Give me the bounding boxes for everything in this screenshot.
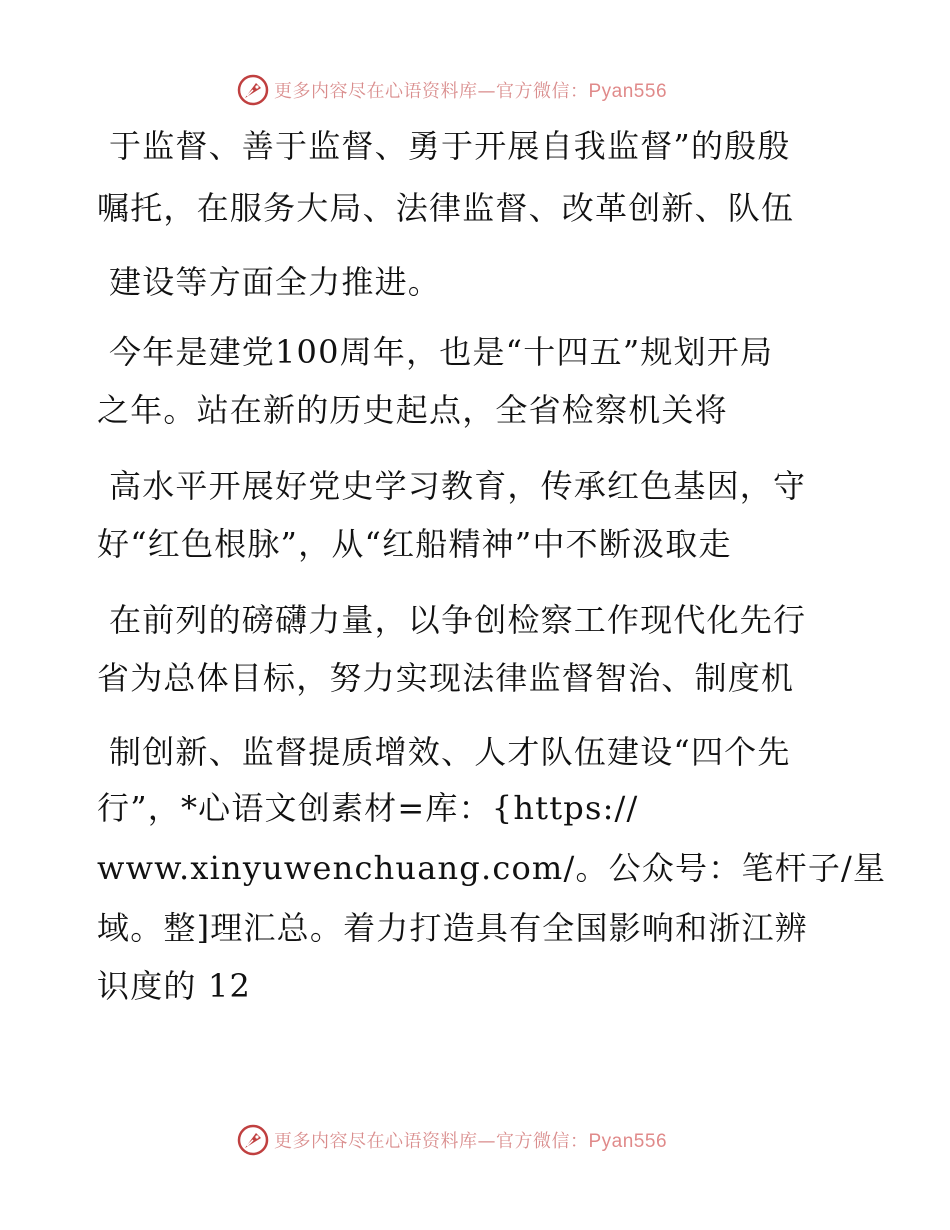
- pen-nib-logo-icon: [236, 1123, 270, 1157]
- footer-watermark: [236, 1122, 667, 1158]
- text-line: 之年。站在新的历史起点，全省检察机关将: [97, 391, 728, 429]
- text-line: 域。整]理汇总。着力打造具有全国影响和浙江辨: [97, 909, 808, 947]
- watermark-label: 更多内容尽在心语资料库—官方微信：: [274, 1131, 589, 1152]
- watermark-wechat-id: Pyan556: [588, 81, 668, 102]
- text-line: 今年是建党100周年，也是“十四五”规划开局: [109, 333, 774, 371]
- text-line: 好“红色根脉”，从“红船精神”中不断汲取走: [97, 525, 732, 563]
- text-line: 行”，*心语文创素材=库：{https://: [97, 789, 639, 827]
- text-line: 制创新、监督提质增效、人才队伍建设“四个先: [109, 733, 791, 771]
- pen-nib-logo-icon: [236, 73, 270, 107]
- text-line: 识度的 12: [97, 967, 252, 1005]
- watermark-label: 更多内容尽在心语资料库—官方微信：: [274, 81, 589, 102]
- text-line: 嘱托，在服务大局、法律监督、改革创新、队伍: [97, 189, 795, 227]
- text-line: 在前列的磅礴力量，以争创检察工作现代化先行: [109, 601, 807, 639]
- watermark-text: [274, 1127, 667, 1153]
- text-line: 于监督、善于监督、勇于开展自我监督”的殷殷: [109, 127, 791, 165]
- text-line: 省为总体目标，努力实现法律监督智治、制度机: [97, 659, 795, 697]
- header-watermark: [236, 72, 667, 108]
- text-line: 高水平开展好党史学习教育，传承红色基因，守: [109, 467, 807, 505]
- watermark-text: [274, 77, 667, 103]
- watermark-wechat-id: Pyan556: [588, 1131, 668, 1152]
- text-line: 建设等方面全力推进。: [109, 263, 442, 301]
- text-line: www.xinyuwenchuang.com/。公众号：笔杆子/星: [97, 849, 887, 887]
